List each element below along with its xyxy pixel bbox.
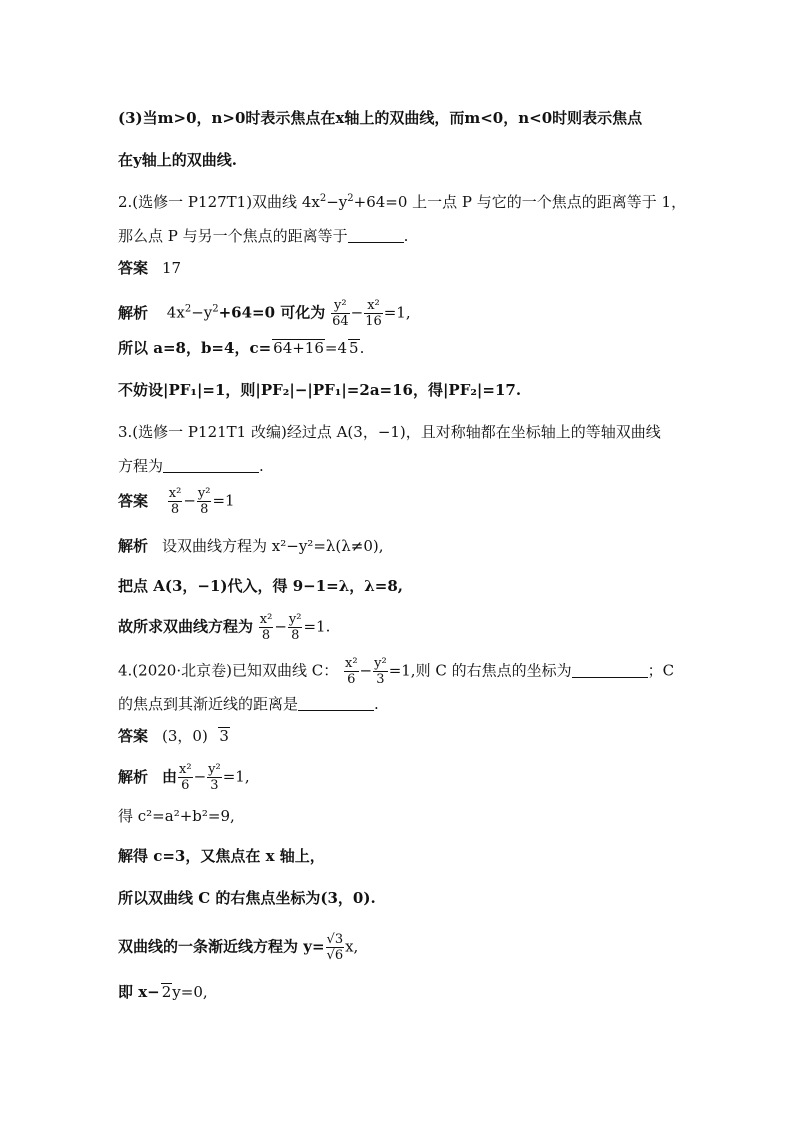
- fraction: $\frac{\text{x²}}{8}$: [259, 612, 273, 643]
- sqrt: 3: [219, 727, 229, 745]
- fraction: $\frac{\text{x²}}{16}$: [365, 298, 382, 329]
- q4-analysis-line5: 双曲线的一条渐近线方程为 y= $\frac{√3}{√6}$ x,: [118, 932, 359, 963]
- q4-analysis-line4: 所以双曲线 C 的右焦点坐标为(3，0).: [118, 889, 376, 907]
- q3-analysis-line3: 故所求双曲线方程为 $\frac{\text{x²}}{8}$ − $\frac{\text{y²}}{8}$ =1.: [118, 612, 331, 643]
- q3-analysis-line2: 把点 A(3，−1)代入，得 9−1=λ，λ=8,: [118, 577, 403, 595]
- q4-analysis-line1: 解析 由 $\frac{\text{x²}}{6}$ − $\frac{\text{y²}}{3}$ =1,: [118, 762, 250, 793]
- fraction: $\frac{\text{x²}}{8}$: [168, 486, 182, 517]
- p3-line2: 在y轴上的双曲线.: [118, 151, 237, 169]
- fraction: $\frac{\text{y²}}{8}$: [288, 612, 302, 643]
- q4-analysis-line2: 得 c²=a²+b²=9,: [118, 807, 235, 825]
- q2-analysis-line1: 解析 $4x^2-y^2+64=0$ 可化为 $\frac{\text{y²}}{64}$ − $\frac{\text{x²}}{16}$ =1,: [118, 298, 411, 329]
- fraction: $\frac{\text{y²}}{64}$: [332, 298, 349, 329]
- q2-answer-blank: [348, 228, 404, 243]
- fraction: $\frac{\text{x²}}{6}$: [345, 656, 358, 687]
- q4-analysis-line3: 解得 c=3，又焦点在 x 轴上，: [118, 847, 325, 865]
- fraction: $\frac{√3}{√6}$: [326, 932, 344, 963]
- q2-answer: 答案 17: [118, 259, 182, 277]
- fraction: $\frac{\text{y²}}{3}$: [374, 656, 387, 687]
- q3-answer: 答案 $\frac{\text{x²}}{8}$ − $\frac{\text{y²}}{8}$ =1: [118, 486, 235, 517]
- sqrt: 64+16: [273, 339, 324, 357]
- q2-analysis-line2: 所以 a=8，b=4，c= 64+16=4 5.: [118, 339, 365, 357]
- q4-answer-blank-1: [572, 663, 648, 678]
- q4-analysis-line6: 即 x− 2y=0,: [118, 983, 208, 1001]
- q2-stem-line1: 2.(选修一 P127T1)双曲线 $4x^2-y^2+64=0$ 上一点 P 与它的一个焦点的距离等于 1，: [118, 193, 687, 211]
- sqrt: 2: [161, 983, 172, 1001]
- q3-analysis-line1: 解析 设双曲线方程为 x²−y²=λ(λ≠0),: [118, 537, 384, 555]
- p3-line1: (3)当m>0，n>0时表示焦点在x轴上的双曲线，而m<0，n<0时则表示焦点: [118, 109, 643, 127]
- sqrt: 5: [349, 339, 359, 357]
- q4-answer-blank-2: [298, 696, 374, 711]
- fraction: $\frac{\text{y²}}{8}$: [197, 486, 211, 517]
- q4-answer: 答案 (3，0) 3: [118, 727, 229, 745]
- fraction: $\frac{\text{y²}}{3}$: [208, 762, 221, 793]
- q2-analysis-line3: 不妨设|PF₁|=1，则|PF₂|−|PF₁|=2a=16，得|PF₂|=17.: [118, 381, 522, 399]
- q3-stem-line1: 3.(选修一 P121T1 改编)经过点 A(3，−1)，且对称轴都在坐标轴上的等轴双曲线: [118, 423, 661, 441]
- q4-stem-line1: 4.(2020·北京卷)已知双曲线 C： $\frac{\text{x²}}{6}$ − $\frac{\text{y²}}{3}$ =1,则 C 的右焦点的坐标为 ；C: [118, 656, 675, 687]
- fraction: $\frac{\text{x²}}{6}$: [179, 762, 192, 793]
- q3-stem-line2: 方程为 .: [118, 457, 264, 475]
- q4-stem-line2: 的焦点到其渐近线的距离是 .: [118, 695, 379, 713]
- q2-stem-line2: 那么点 P 与另一个焦点的距离等于 .: [118, 227, 409, 245]
- q3-answer-blank: [163, 458, 259, 473]
